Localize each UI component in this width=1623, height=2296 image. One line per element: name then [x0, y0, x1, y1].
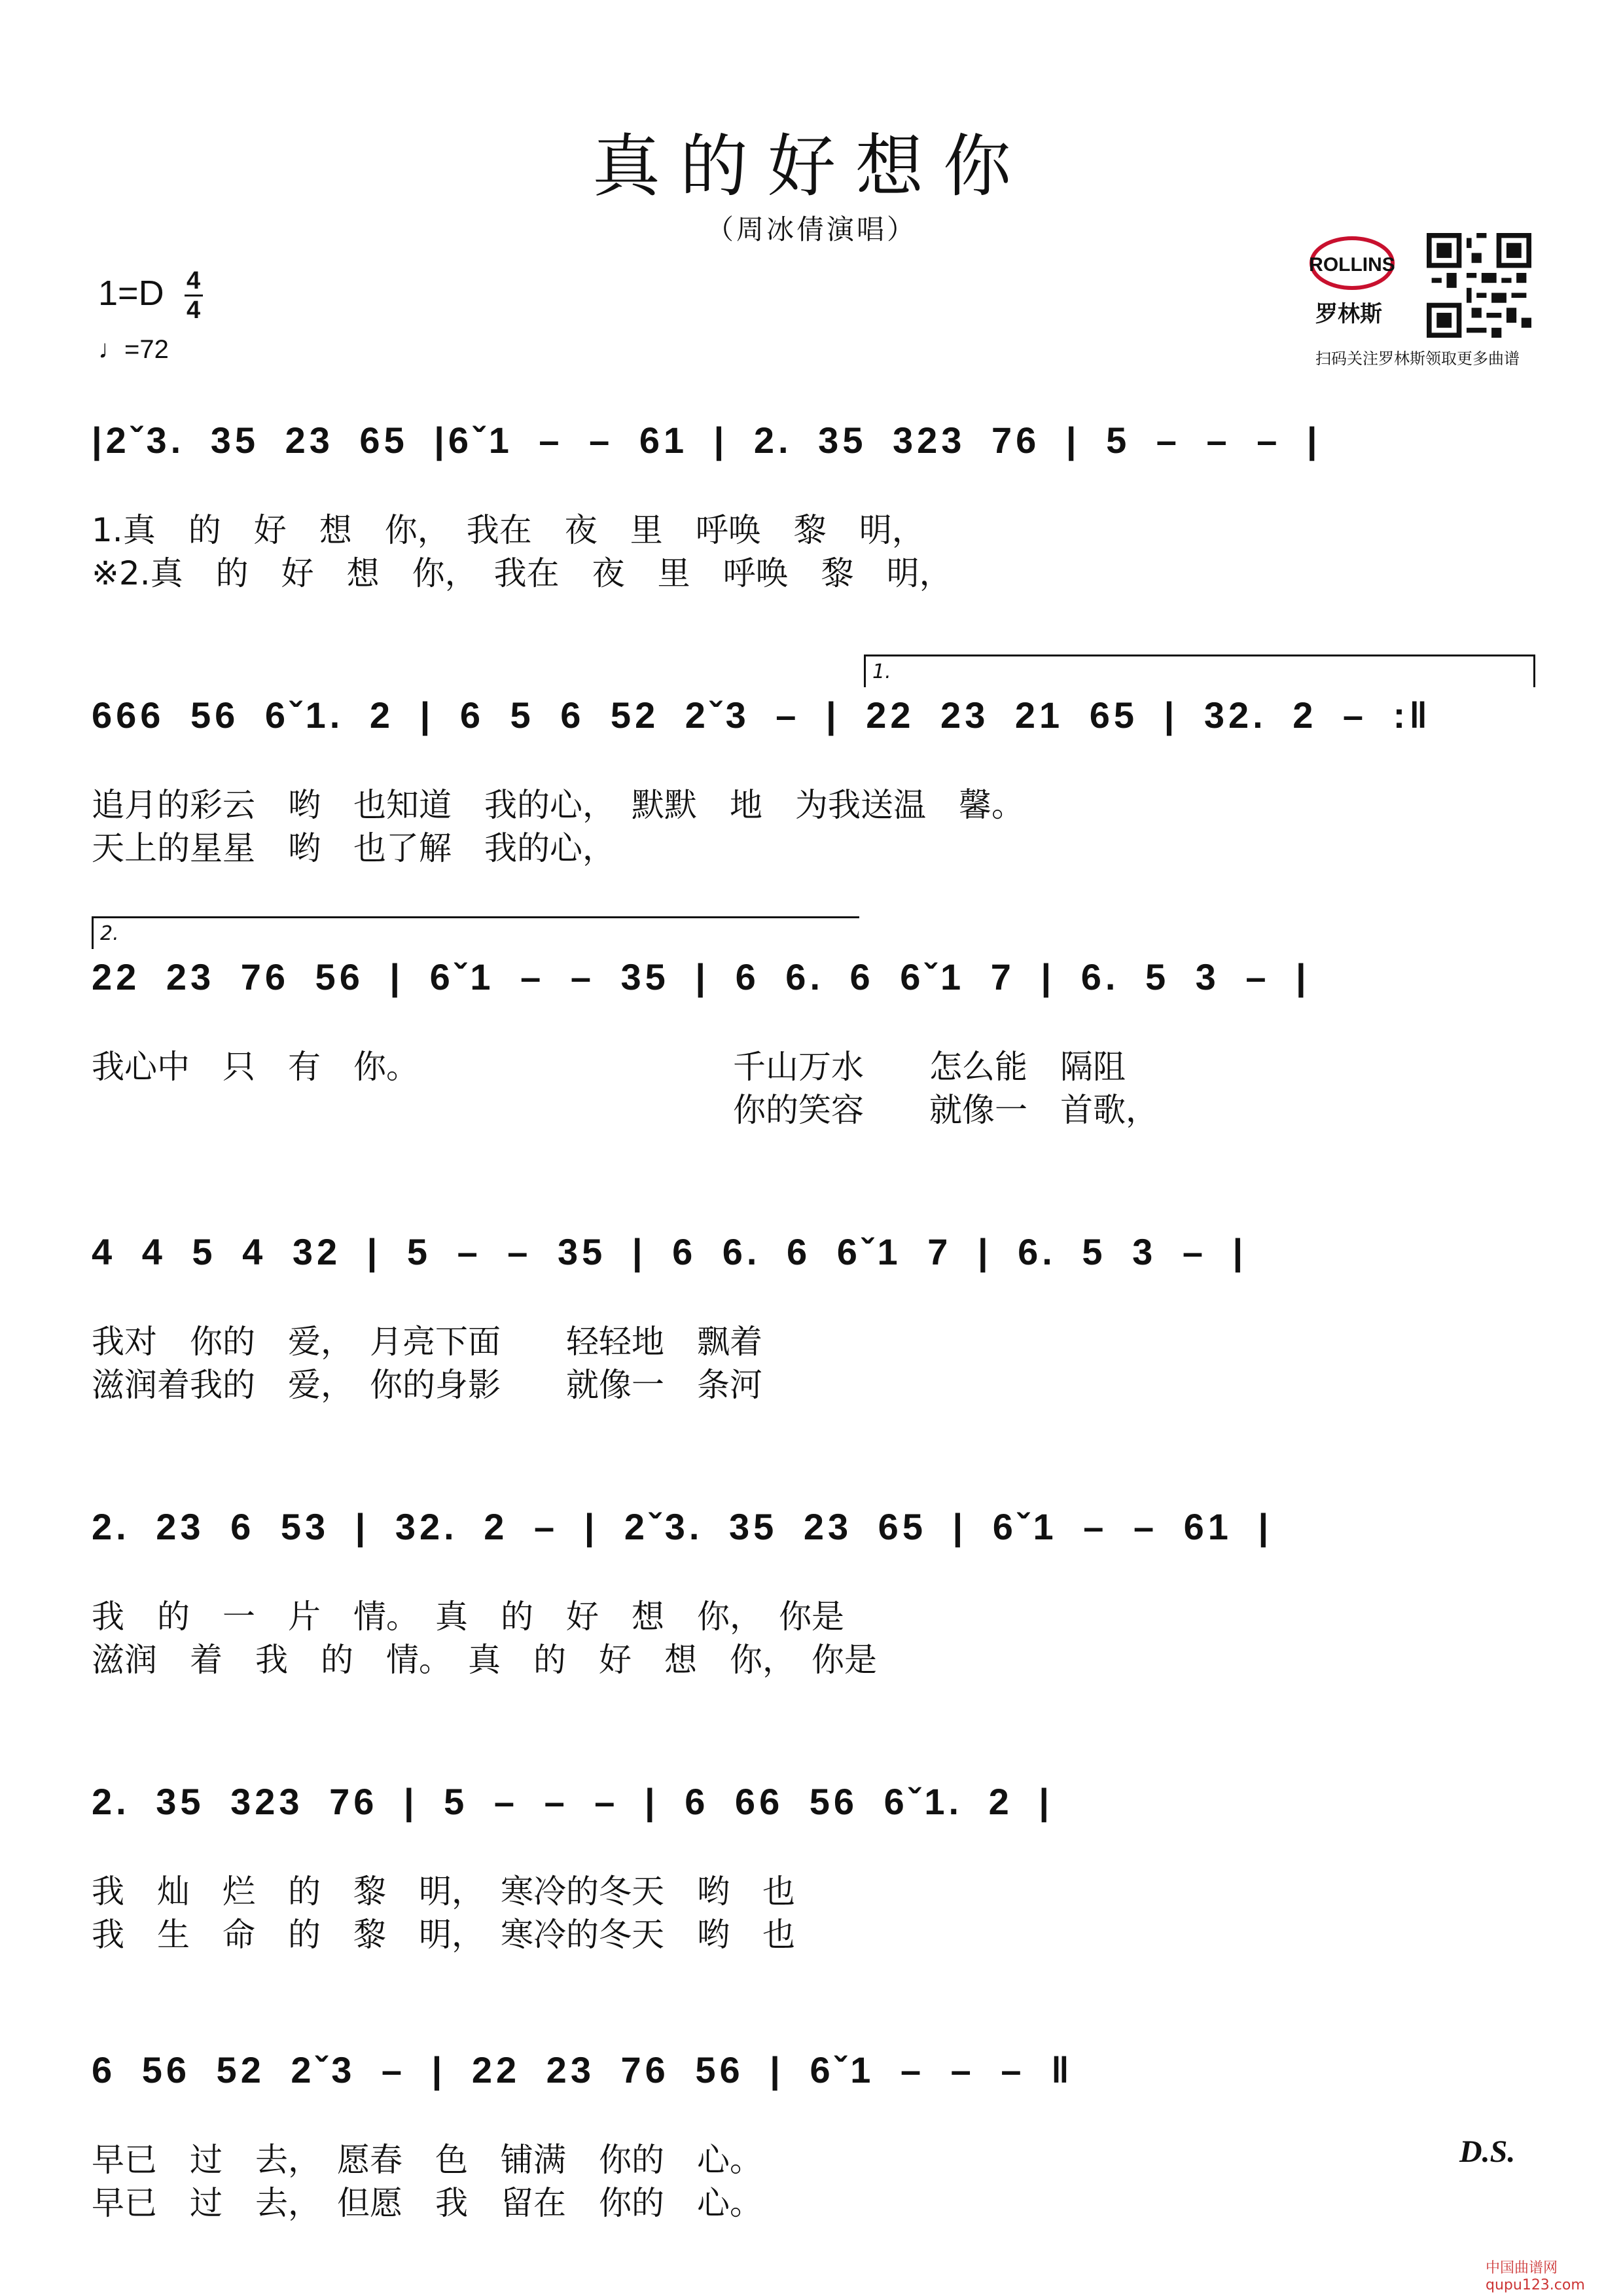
lyric-line: 我对 你的 爱， 月亮下面 轻轻地 飘着 [92, 1323, 762, 1361]
lyric-line: 我 的 一 片 情。 真 的 好 想 你， 你是 [92, 1598, 844, 1636]
lyric-line: 千山万水 怎么能 隔阻 [733, 1048, 1126, 1086]
lyric-line: 我心中 只 有 你。 [92, 1048, 419, 1086]
notation-line: 22 23 76 56 | 6ˇ1 – – 35 | 6 6. 6 6ˇ1 7 | 6. 5 3 – | [92, 956, 1310, 997]
rollins-logo [1287, 233, 1418, 292]
watermark: 中国曲谱网 qupu123.com [1486, 2260, 1585, 2293]
tempo-marking: ♩=72 [98, 335, 169, 364]
lyric-line: 追月的彩云 哟 也知道 我的心， 默默 地 为我送温 馨。 [92, 786, 1024, 824]
lyric-line: 天上的星星 哟 也了解 我的心， [92, 829, 615, 867]
dal-segno: D.S. [1459, 2134, 1516, 2169]
notation-line: 2. 35 323 76 | 5 – – – | 6 66 56 6ˇ1. 2 | [92, 1781, 1054, 1822]
lyric-line: 1.真 的 好 想 你， 我在 夜 里 呼唤 黎 明， [92, 511, 925, 549]
lyric-line: 滋润着我的 爱， 你的身影 就像一 条河 [92, 1366, 762, 1404]
lyric-line: 早已 过 去， 但愿 我 留在 你的 心。 [92, 2184, 762, 2222]
notation-line: |2ˇ3. 35 23 65 |6ˇ1 – – 61 | 2. 35 323 76 | 5 – – – | [92, 420, 1321, 461]
time-signature [185, 268, 203, 323]
time-sig-bottom: 4 [187, 296, 201, 324]
key-signature [98, 268, 203, 323]
logo-wordmark: ROLLINS [1309, 254, 1395, 276]
lyric-line: 我 生 命 的 黎 明， 寒冷的冬天 哟 也 [92, 1916, 795, 1954]
time-sig-top: 4 [187, 267, 201, 295]
volta-bracket: 1. [864, 655, 1535, 687]
notation-line: 2. 23 6 53 | 32. 2 – | 2ˇ3. 35 23 65 | 6ˇ1 – – 61 | [92, 1506, 1273, 1547]
qr-caption: 扫码关注罗林斯领取更多曲谱 [1315, 350, 1520, 368]
lyric-line: 你的笑容 就像一 首歌， [733, 1091, 1158, 1129]
brand-name: 罗林斯 [1315, 301, 1382, 327]
lyric-line: ※2.真 的 好 想 你， 我在 夜 里 呼唤 黎 明， [92, 554, 952, 592]
notation-line: 666 56 6ˇ1. 2 | 6 5 6 52 2ˇ3 – | 22 23 21 65 | 32. 2 – :‖ [92, 694, 1432, 736]
lyric-line: 滋润 着 我 的 情。 真 的 好 想 你， 你是 [92, 1641, 877, 1679]
key-label: 1=D [98, 273, 164, 313]
page-title: 真的好想你 [592, 126, 1031, 206]
lyric-line: 早已 过 去， 愿春 色 铺满 你的 心。 [92, 2141, 762, 2179]
subtitle: （周冰倩演唱） [705, 213, 917, 245]
notation-line: 6 56 52 2ˇ3 – | 22 23 76 56 | 6ˇ1 – – – ‖ [92, 2049, 1073, 2090]
lyric-line: 我 灿 烂 的 黎 明， 寒冷的冬天 哟 也 [92, 1873, 795, 1910]
qr-code[interactable] [1427, 233, 1531, 338]
volta-bracket: 2. [92, 916, 859, 949]
notation-line: 4 4 5 4 32 | 5 – – 35 | 6 6. 6 6ˇ1 7 | 6. 5 3 – | [92, 1231, 1247, 1272]
